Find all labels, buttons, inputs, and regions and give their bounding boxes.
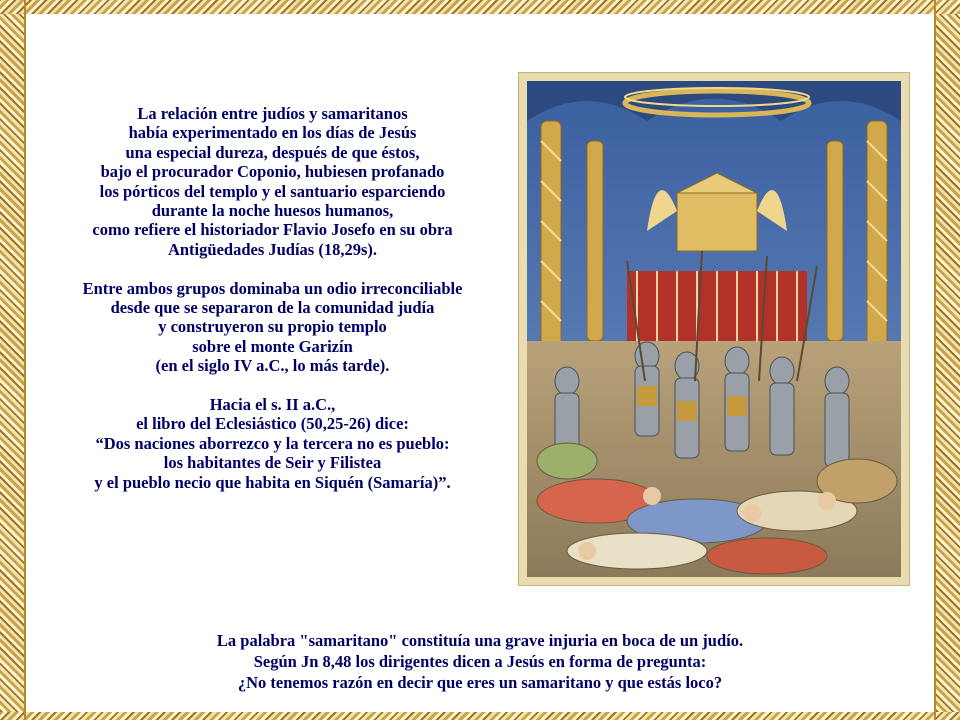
decorative-border-right (936, 0, 960, 720)
text-line: y el pueblo necio que habita en Siquén (Samaría)”. (94, 472, 451, 492)
painting-frame (518, 72, 910, 586)
text-line: y construyeron su propio templo (158, 317, 387, 337)
decorative-border-left (0, 0, 24, 720)
decorative-border-bottom (0, 712, 960, 720)
text-line: había experimentado en los días de Jesús (128, 123, 417, 143)
text-line: (en el siglo IV a.C., lo más tarde). (155, 356, 390, 376)
text-line: ¿No tenemos razón en decir que eres un samaritano y que estás loco? (237, 673, 723, 692)
main-text-block (40, 104, 505, 492)
border-inner-line-right (934, 0, 936, 720)
border-inner-line-left (24, 0, 26, 720)
paragraph-gap (40, 259, 505, 278)
bottom-text-block (40, 630, 920, 693)
text-line: Hacia el s. II a.C., (209, 395, 336, 415)
text-line: desde que se separaron de la comunidad judía (110, 298, 435, 318)
text-line: durante la noche huesos humanos, (151, 201, 394, 221)
text-line: La relación entre judíos y samaritanos (137, 104, 408, 123)
temple-painting-image (527, 81, 901, 577)
text-line: sobre el monte Garizín (192, 336, 353, 356)
text-line: el libro del Eclesiástico (50,25-26) dice: (136, 414, 409, 434)
text-line: como refiere el historiador Flavio Josefo en su obra (92, 220, 453, 240)
text-line: La palabra "samaritano" constituía una grave injuria en boca de un judío. (216, 631, 744, 650)
text-line: Antigüedades Judías (18,29s). (167, 239, 378, 259)
text-line: los pórticos del templo y el santuario esparciendo (99, 181, 446, 201)
paragraph-gap (40, 376, 505, 395)
decorative-border-top (0, 0, 960, 14)
text-line: Entre ambos grupos dominaba un odio irreconciliable (82, 278, 463, 298)
text-line: “Dos naciones aborrezco y la tercera no es pueblo: (95, 433, 450, 453)
text-line: Según Jn 8,48 los dirigentes dicen a Jesús en forma de pregunta: (253, 652, 707, 671)
text-line: los habitantes de Seir y Filistea (163, 453, 382, 473)
text-line: una especial dureza, después de que éstos, (125, 142, 420, 162)
text-line: bajo el procurador Coponio, hubiesen profanado (100, 162, 445, 182)
